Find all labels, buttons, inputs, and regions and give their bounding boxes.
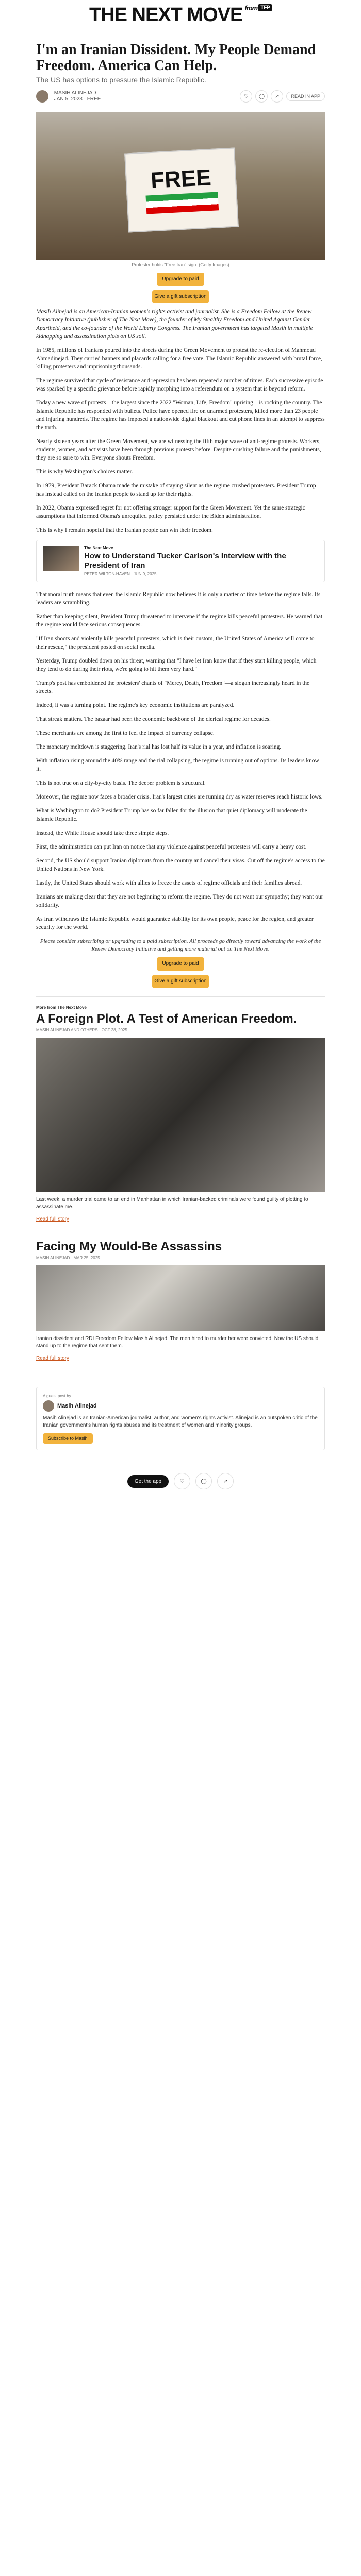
article (36, 42, 325, 1492)
read-full-story-link[interactable]: Read full story (36, 1216, 69, 1222)
share-icon[interactable]: ↗ (271, 90, 283, 103)
body-paragraph: This is why Washington's choices matter. (36, 469, 133, 475)
comment-icon[interactable]: ◯ (195, 1473, 212, 1489)
body-paragraph: Instead, the White House should take three simple steps. (36, 830, 169, 836)
body-paragraph: Iranians are making clear that they are not beginning to reform the regime. They do not want our sympathy; they want our solidarity. (36, 894, 323, 908)
post-meta: MASIH ALINEJAD · MAR 25, 2025 (36, 1256, 100, 1260)
divider (36, 996, 325, 997)
embed-title[interactable]: How to Understand Tucker Carlson's Interview with the President of Iran (84, 552, 286, 570)
site-logo[interactable]: THE NEXT MOVE $^{from}$ TFP (89, 4, 272, 26)
body-paragraph: The regime survived that cycle of resistance and repression has been repeated a number of times. Each successive episode was sparked by a specific grievance before rapidly morphing into a referendum on a system that is beyond reform. (36, 378, 323, 392)
author-card-bio: Masih Alinejad is an Iranian-American journalist, author, and women's rights activist. Alinejad is an outspoken critic of the Iranian government's human rights abuses and its treatment of women and minority groups. (43, 1415, 318, 1428)
author-name[interactable]: MASIH ALINEJAD (54, 90, 96, 96)
author-card (36, 1387, 325, 1450)
read-full-story-link[interactable]: Read full story (36, 1355, 69, 1361)
body-paragraph: Indeed, it was a turning point. The regime's key economic institutions are paralyzed. (36, 702, 235, 708)
embed-meta: PETER WILTON-HAVEN · JUN 9, 2025 (84, 572, 157, 577)
body-paragraph: Rather than keeping silent, President Trump threatened to intervene if the regime kills peaceful protesters. He warned that the regime would face serious consequences. (36, 614, 323, 628)
comment-icon[interactable]: ◯ (255, 90, 268, 103)
author-card-header: A guest post by (43, 1394, 71, 1398)
body-paragraph: Trump's post has emboldened the protesters' chants of "Mercy, Death, Freedom"—a slogan increasingly heard in the streets. (36, 680, 310, 694)
post-title[interactable]: Facing My Would-Be Assassins (36, 1240, 222, 1253)
bottom-bar (36, 1471, 325, 1492)
body-paragraph: Today a new wave of protests—the largest since the 2022 "Woman, Life, Freedom" uprising—is rocking the country. The Islamic Republic has responded with bullets. Police have opened fire on unarmed protesters, killed more than 23 people and injuring hundreds. The regime has imposed a nationwide digital blackout and cut phone lines in an attempt to suppress the truth. (36, 400, 325, 431)
like-icon[interactable]: ♡ (174, 1473, 190, 1489)
iran-flag-icon (145, 192, 219, 214)
body-paragraph: In 1985, millions of Iranians poured into the streets during the Green Movement to protest the re-election of Mahmoud Ahmadinejad. They carried banners and placards calling for a free vote. The Islamic Republic answered with brutal force, killing protesters and imprisoning thousands. (36, 347, 322, 370)
body-paragraph: What is Washington to do? President Trump has so far fallen for the illusion that quiet diplomacy will moderate the Islamic Republic. (36, 808, 307, 822)
body-paragraph: First, the administration can put Iran on notice that any violence against peaceful protesters will carry a heavy cost. (36, 844, 307, 850)
body-paragraph: Nearly sixteen years after the Green Movement, we are witnessing the fifth major wave of anti-regime protests. Workers, students, women, and activists have been through previous protests before. Despite crushing failure and the punishments, they are so sure to win. Everyone shouts Freedom. (36, 438, 321, 461)
author-card-name[interactable]: Masih Alinejad (57, 1403, 97, 1409)
embed-thumbnail (43, 546, 79, 571)
body-paragraph: With inflation rising around the 40% range and the rial collapsing, the regime is running out of options. Its leaders know it. (36, 758, 319, 772)
post-excerpt: Last week, a murder trial came to an end in Manhattan in which Iranian-backed criminals were found guilty of plotting to assassinate me. (36, 1197, 308, 1210)
subscribe-author-button[interactable]: Subscribe to Masih (43, 1433, 93, 1444)
more-from-label: More from The Next Move (36, 1005, 87, 1010)
site-header (0, 0, 361, 30)
share-icon[interactable]: ↗ (217, 1473, 234, 1489)
body-paragraph: In 2022, Obama expressed regret for not offering stronger support for the Green Movement. Yet the same strategic assumptions that informed Obama's unrequited policy persisted under the Biden administration. (36, 505, 305, 519)
body-paragraph: Yesterday, Trump doubled down on his threat, warning that "I have let Iran know that if they start killing people, which they tend to do during their riots, we're going to hit them very hard." (36, 658, 317, 672)
post-title[interactable]: A Foreign Plot. A Test of American Freedom. (36, 1012, 297, 1026)
article-subtitle: The US has options to pressure the Islamic Republic. (36, 76, 206, 84)
body-paragraph: Lastly, the United States should work with allies to freeze the assets of regime officials and their families abroad. (36, 880, 302, 886)
post-image[interactable] (36, 1038, 325, 1192)
post-meta: MASIH ALINEJAD AND OTHERS · OCT 28, 2025 (36, 1028, 127, 1032)
byline (36, 90, 325, 103)
upgrade-button[interactable]: Upgrade to paid (157, 273, 204, 286)
author-card-avatar[interactable] (43, 1400, 54, 1412)
read-in-app-button[interactable]: READ IN APP (286, 92, 325, 101)
body-paragraph: "If Iran shoots and violently kills peaceful protesters, which is their custom, the United States of America will come to their rescue," the president posted on social media. (36, 636, 315, 650)
author-avatar[interactable] (36, 90, 48, 103)
brand-badge: TFP (258, 4, 272, 11)
body-paragraph: These merchants are among the first to feel the impact of currency collapse. (36, 730, 215, 736)
body-paragraph: That moral truth means that even the Islamic Republic now believes it is only a matter of time before the regime falls. Its leaders are scrambling. (36, 591, 321, 606)
body-paragraph: The monetary meltdown is staggering. Iran's rial has lost half its value in a year, and inflation is soaring. (36, 744, 282, 750)
body-paragraph: This is why I remain hopeful that the Iranian people can win their freedom. (36, 527, 213, 533)
subscribe-promo: Please consider subscribing or upgrading to a paid subscription. All proceeds go directly toward advancing the work of the Renew Democracy Initiative and getting more material out on The Next Move. (40, 938, 321, 952)
like-icon[interactable]: ♡ (240, 90, 252, 103)
body-paragraph: Moreover, the regime now faces a broader crisis. Iran's largest cities are running dry as water reserves reach historic lows. (36, 794, 323, 800)
post-date: JAN 5, 2023 · FREE (54, 96, 101, 102)
image-caption: Protester holds "Free Iran" sign. (Getty Images) (132, 262, 229, 267)
upgrade-button-bottom[interactable]: Upgrade to paid (157, 957, 204, 971)
body-paragraph: Second, the US should support Iranian diplomats from the country and cancel their visas. Cut off the regime's access to the United Nations in New York. (36, 858, 325, 872)
body-paragraph: This is not true on a city-by-city basis. The deeper problem is structural. (36, 780, 206, 786)
body-paragraph: In 1979, President Barack Obama made the mistake of staying silent as the regime crushed protesters. President Trump has instead called on the Iranian people to stand up for their rights. (36, 483, 316, 497)
brand-from: from (244, 4, 258, 12)
embed-source: The Next Move (84, 546, 113, 550)
intro-paragraph: Masih Alinejad is an American-Iranian women's rights activist and journalist. She is a Freedom Fellow at the Renew Democracy Initiative (publisher of The Next Move), the founder of My Stealthy Freedom and United Against Gender Apartheid, and the co-founder of the World Liberty Congress. The Iranian government has targeted Masih in multiple kidnapping and assassination plots on US soil. (36, 309, 313, 340)
get-app-button[interactable]: Get the app (127, 1475, 169, 1488)
embedded-post-card[interactable] (36, 540, 325, 582)
gift-subscription-button-bottom[interactable]: Give a gift subscription (152, 975, 209, 988)
post-excerpt: Iranian dissident and RDI Freedom Fellow Masih Alinejad. The men hired to murder her were convicted. Now the US should stand up to the regime that sent them. (36, 1336, 319, 1349)
article-title: I'm an Iranian Dissident. My People Demand Freedom. America Can Help. (36, 42, 316, 74)
post-image[interactable] (36, 1265, 325, 1331)
free-iran-sign: FREE (124, 148, 239, 233)
body-paragraph: As Iran withdraws the Islamic Republic would guarantee stability for its own people, peace for the region, and greater security for the world. (36, 916, 314, 930)
gift-subscription-button[interactable]: Give a gift subscription (152, 290, 209, 303)
hero-image (36, 112, 325, 260)
body-paragraph: That streak matters. The bazaar had been the economic backbone of the clerical regime for decades. (36, 716, 271, 722)
